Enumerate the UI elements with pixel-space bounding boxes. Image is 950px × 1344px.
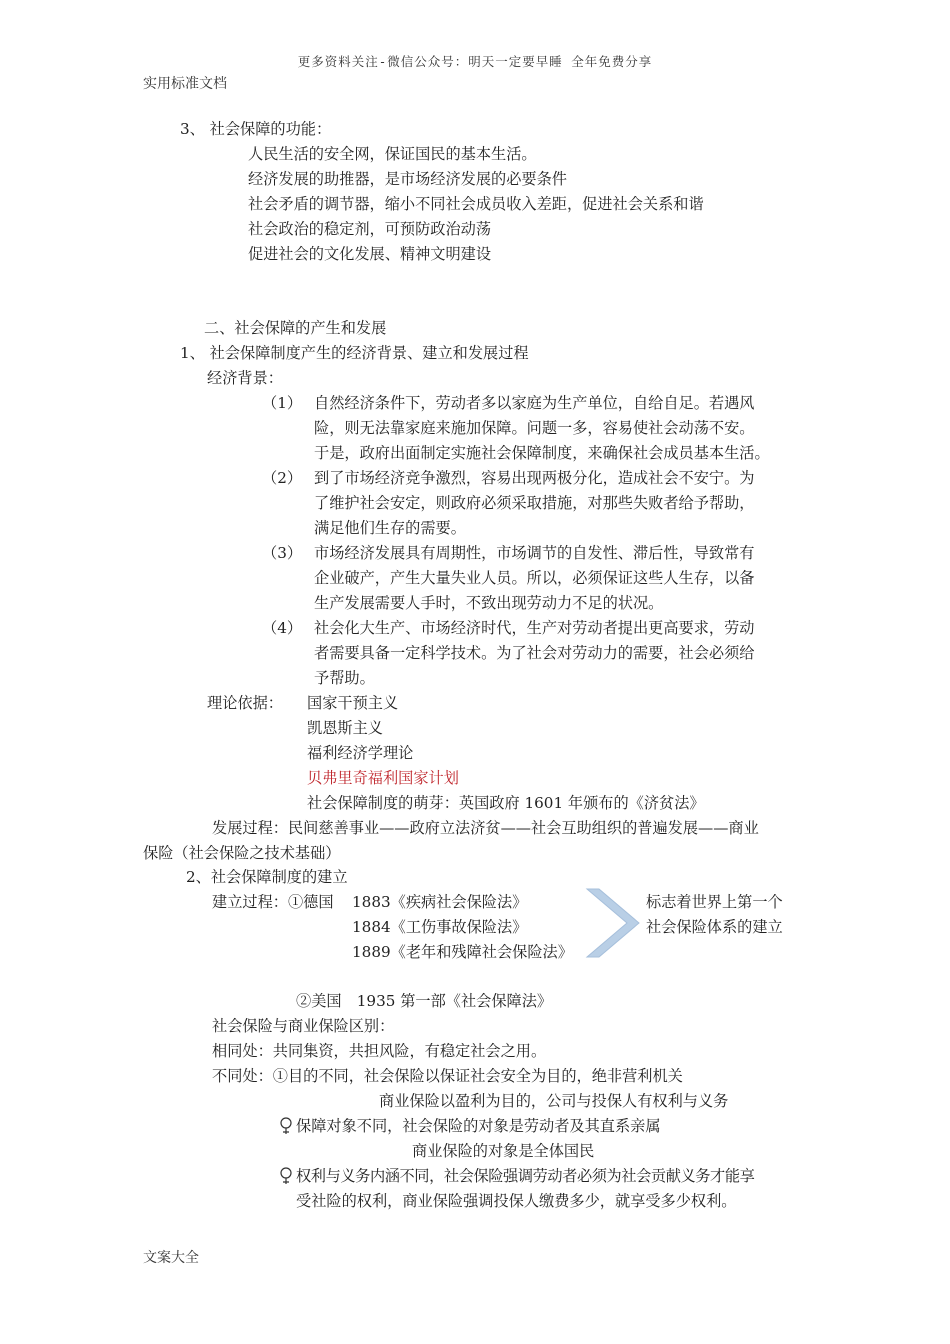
subsection-heading: 2、社会保障制度的建立 [186, 868, 348, 886]
establish-label: 建立过程：①德国 [212, 893, 334, 911]
milestone-note: 社会保险体系的建立 [646, 918, 783, 936]
econ-label: 经济背景： [207, 369, 283, 387]
difference-line: 权利与义务内涵不同，社会保险强调劳动者必须为社会贡献义务才能享 [296, 1167, 755, 1185]
germany-law: 1884《工伤事故保险法》 [352, 918, 528, 936]
bullet-icon [279, 1167, 293, 1185]
point-line: 社会化大生产、市场经济时代，生产对劳动者提出更高要求，劳动 [314, 619, 755, 637]
point-line: 满足他们生存的需要。 [314, 519, 466, 537]
chevron-arrow-icon [585, 887, 645, 959]
function-item: 经济发展的助推器，是市场经济发展的必要条件 [248, 170, 567, 188]
development-line: 保险（社会保险之技术基础） [143, 844, 341, 862]
function-item: 社会政治的稳定剂，可预防政治动荡 [248, 220, 491, 238]
point-line: 生产发展需要人手时，不致出现劳动力不足的状况。 [314, 594, 664, 612]
function-item: 促进社会的文化发展、精神文明建设 [248, 245, 491, 263]
function-item: 人民生活的安全网，保证国民的基本生活。 [248, 145, 537, 163]
same-line: 相同处：共同集资，共担风险，有稳定社会之用。 [212, 1042, 547, 1060]
development-line: 发展过程：民间慈善事业——政府立法济贫——社会互助组织的普遍发展——商业 [212, 819, 759, 837]
germany-law: 1889《老年和残障社会保险法》 [352, 943, 573, 961]
point-number: （2） [262, 469, 303, 487]
point-line: 予帮助。 [314, 669, 375, 687]
point-number: （4） [262, 619, 303, 637]
difference-line: 商业保险的对象是全体国民 [412, 1142, 595, 1160]
difference-line: 商业保险以盈利为目的，公司与投保人有权利与义务 [379, 1092, 729, 1110]
top-banner: 更多资料关注-微信公众号：明天一定要早睡 全年免费分享 [297, 54, 653, 69]
functions-heading: 3、 社会保障的功能： [180, 120, 332, 138]
theory-item: 凯恩斯主义 [307, 719, 383, 737]
theory-item: 福利经济学理论 [307, 744, 414, 762]
origin-line: 社会保障制度的萌芽：英国政府 1601 年颁布的《济贫法》 [307, 794, 705, 812]
point-number: （3） [262, 544, 303, 562]
difference-line: 保障对象不同，社会保险的对象是劳动者及其直系亲属 [296, 1117, 661, 1135]
usa-line: ②美国 1935 第一部《社会保障法》 [296, 992, 553, 1010]
point-number: （1） [262, 394, 303, 412]
point-line: 于是，政府出面制定实施社会保障制度，来确保社会成员基本生活。 [314, 444, 770, 462]
point-line: 自然经济条件下，劳动者多以家庭为生产单位，自给自足。若遇风 [314, 394, 755, 412]
difference-line: 受社险的权利，商业保险强调投保人缴费多少，就享受多少权利。 [296, 1192, 737, 1210]
point-line: 了维护社会安定，则政府必须采取措施，对那些失败者给予帮助， [314, 494, 755, 512]
page-footer: 文案大全 [143, 1250, 199, 1266]
subsection-heading: 1、 社会保障制度产生的经济背景、建立和发展过程 [180, 344, 529, 362]
point-line: 市场经济发展具有周期性，市场调节的自发性、滞后性，导致常有 [314, 544, 755, 562]
page-header: 实用标准文档 [143, 76, 227, 92]
bullet-icon [279, 1117, 293, 1135]
difference-title: 社会保险与商业保险区别： [212, 1017, 395, 1035]
theory-item: 国家干预主义 [307, 694, 399, 712]
point-line: 企业破产，产生大量失业人员。所以，必须保证这些人生存，以备 [314, 569, 755, 587]
difference-line: 不同处：①目的不同，社会保险以保证社会安全为目的，绝非营利机关 [212, 1067, 683, 1085]
germany-law: 1883《疾病社会保险法》 [352, 893, 528, 911]
point-line: 者需要具备一定科学技术。为了社会对劳动力的需要，社会必须给 [314, 644, 755, 662]
milestone-note: 标志着世界上第一个 [646, 893, 783, 911]
theory-label: 理论依据： [207, 694, 283, 712]
point-line: 险，则无法靠家庭来施加保障。问题一多，容易使社会动荡不安。 [314, 419, 755, 437]
theory-item-highlight: 贝弗里奇福利国家计划 [307, 769, 459, 787]
point-line: 到了市场经济竞争激烈，容易出现两极分化，造成社会不安宁。为 [314, 469, 755, 487]
section-title: 二、社会保障的产生和发展 [204, 319, 387, 337]
function-item: 社会矛盾的调节器，缩小不同社会成员收入差距，促进社会关系和谐 [248, 195, 704, 213]
